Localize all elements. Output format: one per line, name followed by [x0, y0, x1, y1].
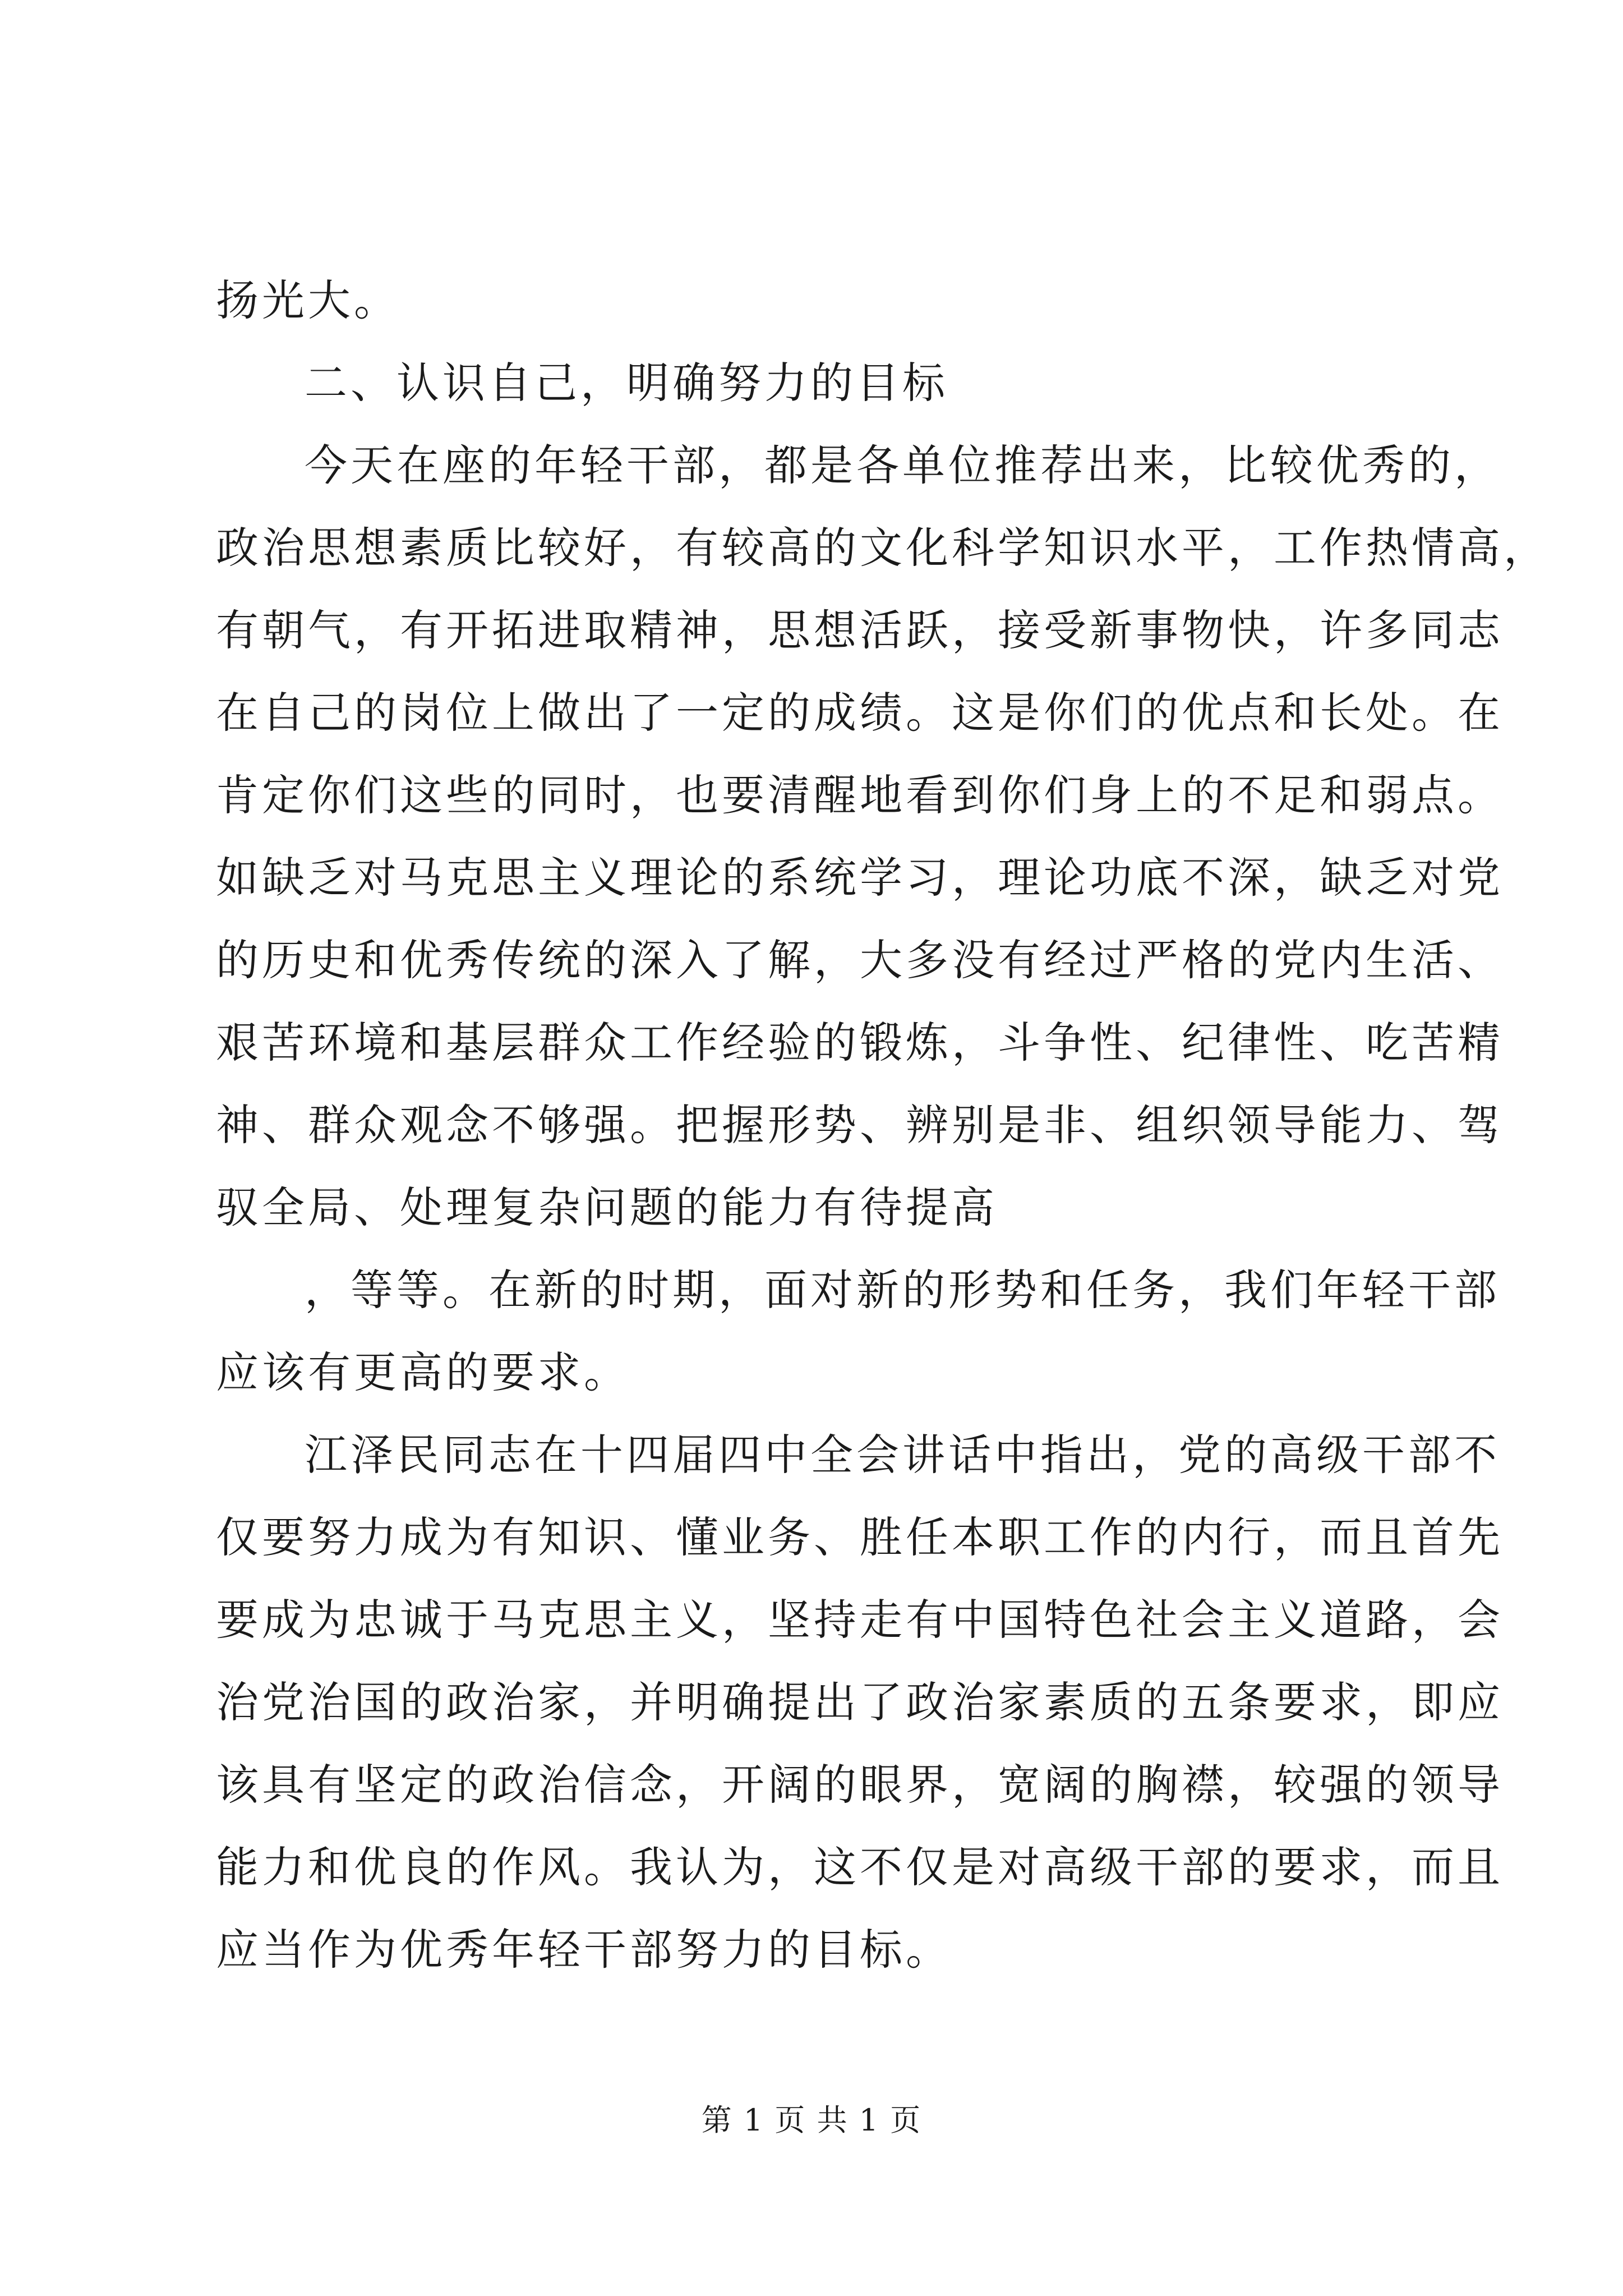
text-line: 仅要努力成为有知识、懂业务、胜任本职工作的内行，而且首先 — [216, 1512, 1504, 1562]
text-line: 肯定你们这些的同时，也要清醒地看到你们身上的不足和弱点。 — [216, 770, 1504, 820]
text-line: 能力和优良的作风。我认为，这不仅是对高级干部的要求，而且 — [216, 1842, 1504, 1892]
text-line: 江泽民同志在十四届四中全会讲话中指出，党的高级干部不 — [305, 1430, 1500, 1480]
text-line: 治党治国的政治家，并明确提出了政治家素质的五条要求，即应 — [216, 1677, 1504, 1727]
text-line: 有朝气，有开拓进取精神，思想活跃，接受新事物快，许多同志 — [216, 605, 1504, 655]
text-line: 艰苦环境和基层群众工作经验的锻炼，斗争性、纪律性、吃苦精 — [216, 1018, 1504, 1068]
text-line: 神、群众观念不够强。把握形势、辨别是非、组织领导能力、驾 — [216, 1100, 1504, 1150]
text-line: 如缺乏对马克思主义理论的系统学习，理论功底不深，缺乏对党 — [216, 853, 1504, 903]
text-line: ，等等。在新的时期，面对新的形势和任务，我们年轻干部 — [305, 1265, 1500, 1315]
text-line: 要成为忠诚于马克思主义，坚持走有中国特色社会主义道路，会 — [216, 1595, 1504, 1645]
text-line: 政治思想素质比较好，有较高的文化科学知识水平，工作热情高， — [216, 523, 1550, 573]
text-line: 的历史和优秀传统的深入了解，大多没有经过严格的党内生活、 — [216, 935, 1504, 985]
text-line: 该具有坚定的政治信念，开阔的眼界，宽阔的胸襟，较强的领导 — [216, 1760, 1504, 1810]
text-line: 驭全局、处理复杂问题的能力有待提高 — [216, 1182, 998, 1232]
text-line: 应该有更高的要求。 — [216, 1347, 630, 1397]
page-footer: 第 1 页 共 1 页 — [701, 2102, 922, 2138]
text-line: 应当作为优秀年轻干部努力的目标。 — [216, 1925, 952, 1975]
text-line: 扬光大。 — [216, 275, 400, 325]
text-line: 今天在座的年轻干部，都是各单位推荐出来，比较优秀的， — [305, 440, 1500, 490]
section-heading: 二、认识自己，明确努力的目标 — [305, 358, 948, 408]
text-line: 在自己的岗位上做出了一定的成绩。这是你们的优点和长处。在 — [216, 688, 1504, 738]
document-body — [216, 259, 1550, 1991]
